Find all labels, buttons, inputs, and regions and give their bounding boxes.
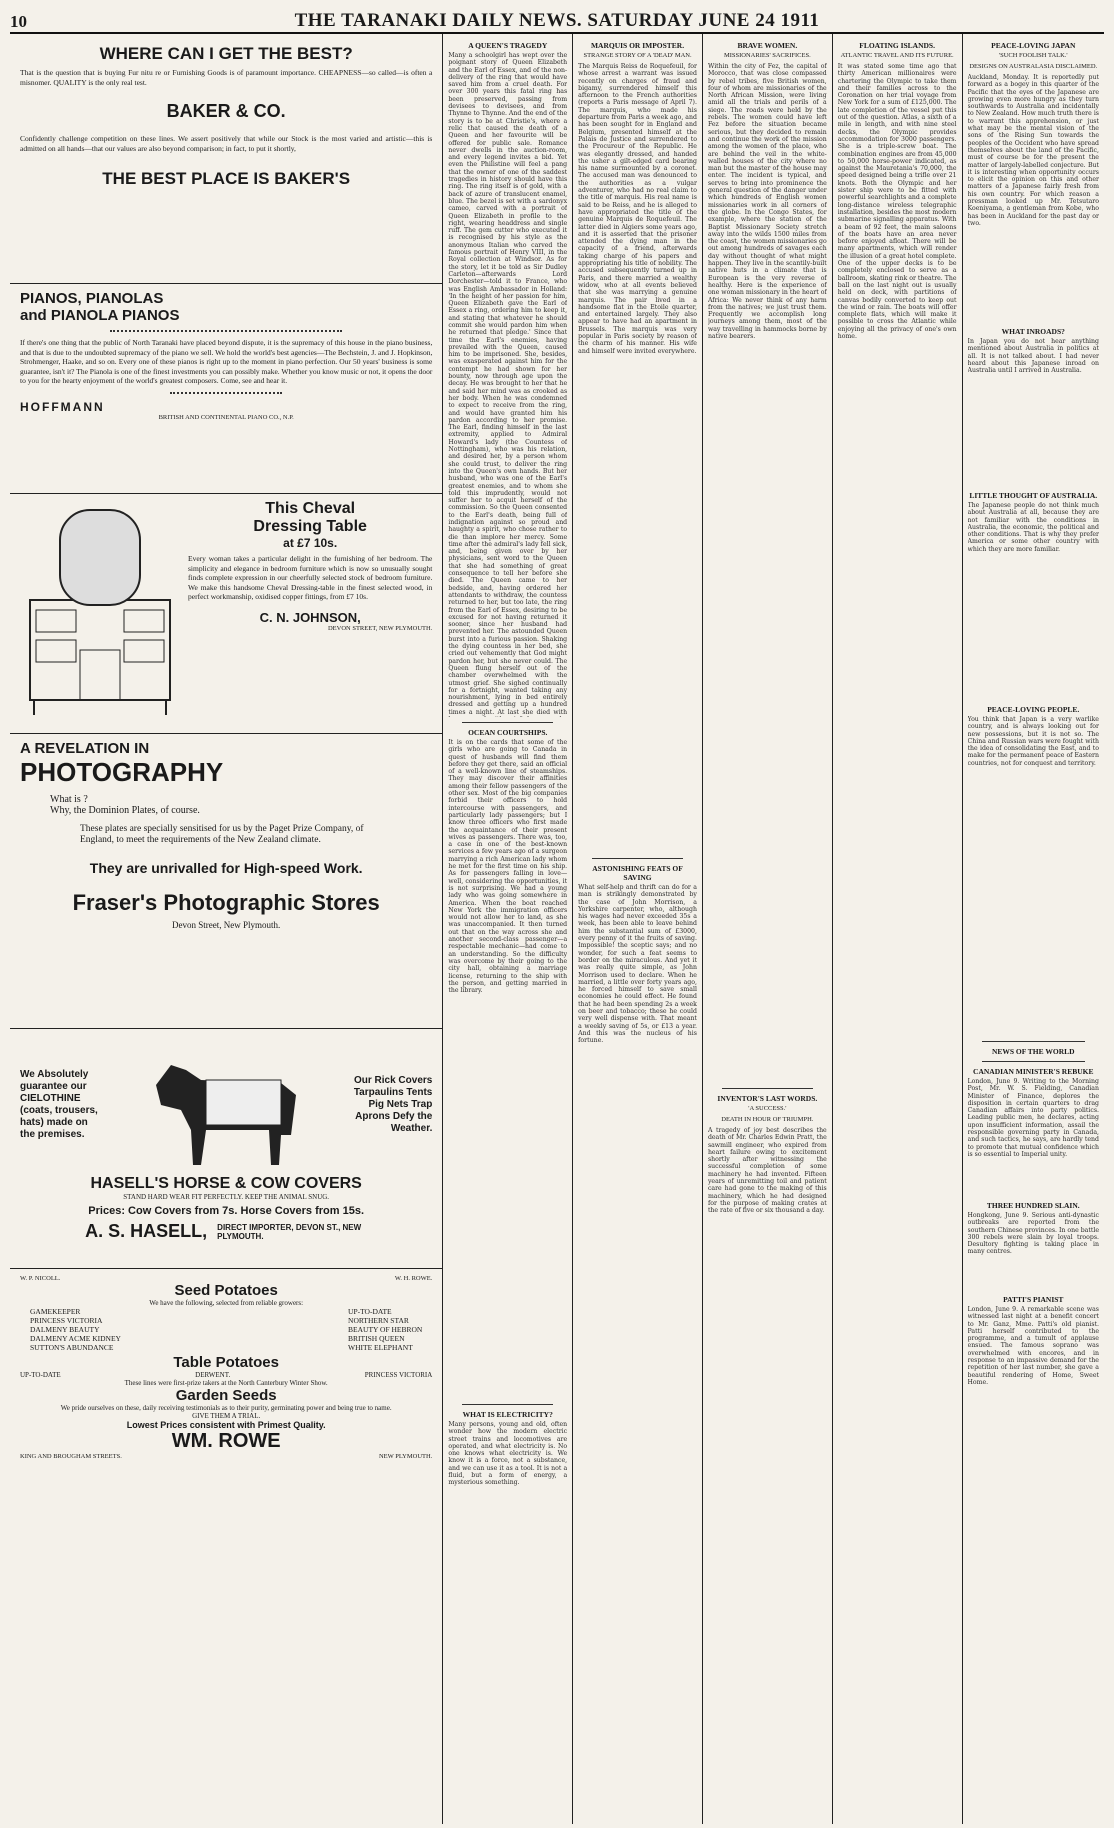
ad-firm-sub: BRITISH AND CONTINENTAL PIANO CO., N.P. <box>158 413 294 421</box>
news-column-5 <box>963 34 1104 1824</box>
dressing-table-illustration <box>20 500 180 725</box>
baker-ad <box>10 34 442 284</box>
divider <box>110 330 342 332</box>
article-body: Within the city of Fez, the capital of Morocco, that was close compassed by rebel tribes, five British women, four of whom are missionaries of the North African Mission, were living amid all the trials and perils of a siege. The roads were held by the rebels. The women could have left Fez before the situation became serious, but they decided to remain and continue the work of the mission among the women of the place, who are behind the veil in the white-walled houses of the city where no man but the master of the house may enter. The incident is typical, and serves to bring into prominence the general question of the danger under which hundreds of English women missionaries work in all corners of the globe. In the Congo States, for example, where the station of the Baptist Missionary Society stretch away into the wilds 1500 miles from the coast, the women missionaries go out among hundreds of savages each day without thought of what might happen. They live in the scantily-built native huts in a climate that is European is the very reverse of healthy. Here is the experience of one woman missionary in the heart of Africa: We never think of any harm from the natives; we just trust them. Frequently we accomplish long journeys among them, most of the way travelling in hammocks borne by native bearers. <box>707 63 827 340</box>
ad-address: Devon Street, New Plymouth. <box>172 920 281 930</box>
article-body: Many persons, young and old, often wonder how the modern electric street trains and locomotives are operated, and what electricity is. No one knows what electricity is. We know it is a force, not a substance, and we can use it as a tool. It is not a fluid, but a form of energy, a mysterious something. <box>448 1421 568 1487</box>
article-body: Many a schoolgirl has wept over the poignant story of Queen Elizabeth and the Earl of Essex, and of the non-delivery of the ring that would have saved him from a cruel death. For over 300 years this fatal ring has been preserved, passing from devisees to devisees, and from Thynne to Thynne. And the end of the story is to be at Christie's, where a relic that caused the death of a Queen and her favourite will be offered for public sale. Romance never dwells in the auction-room, and every legend invites a bid. Yet even the Philistine will feel a pang that the owner of one of the saddest tragedies in history should have this ring. The ring itself is of gold, with a back of azure of translucent enamel, blue. The bezel is set with a sardonyx cameo, carved with a portrait of Queen Elizabeth in profile to the right, wearing headdress and single ruff. The gem cutter who executed it is recognised by his style as the anonymous Italian who carved the famous portrait of Henry VIII, in the Royal collection at Windsor. As for the story, let it be told as Sir Dudley Carleton—afterwards Lord Dorchester—told it to France, who was English Ambassador in Holland: 'In the height of her passion for him, Queen Elizabeth gave the Earl of Essex a ring, ordering him to keep it, and stating that whatever he should commit she would pardon him when he returned that pledge.' Since that time the Earl's enemies, having prevailed with the Queen, caused him to be imprisoned. She, besides, was exasperated against him for the contempt he had shown for her bounty, now through age upon the decay. He was brought to her that he and said her mind was as crooked as her body. When he was condemned to expect to receive from the ring, and would have granted him his pardon according to her promise. The Earl, finding himself in the last extremity, applied to Admiral Howard's lady (the Countess of Nottingham), who was his relation, and desired her, by a person whom she could trust, to deliver the ring into the Queen's own hands. But her husband, who was one of the Earl's greatest enemies, and to whom she told this imprudently, would not suffer her to acquit herself of the commission. So the Queen consented to the Earl's death, being full of indignation against so proud and haughty a spirit, who chose rather to die than implore her mercy. Some time after the admiral's lady fell sick, and, being given over by her physicians, sent word to the Queen that she had something of great consequence to tell her before she died. The Queen came to her bedside, and, having ordered her attendants to withdraw, the countess returned to her, but too late, the ring from the Earl of Essex, desiring to be excused for not having returned it sooner, since her husband had prevented her. The astounded Queen burst into a furious passion. Shaking the dying countess in her bed, she cried out vehemently that God might pardon her, but she never could. The Queen flung herself out of the chamber overwhelmed with the utmost grief. She sighed continually for a fortnight, wanted taking any nourishment, lying in bed entirely dressed and getting up a hundred times a night. At last she died with <box>448 52 568 716</box>
newspaper-title: THE TARANAKI DAILY NEWS. SATURDAY JUNE 24 1911 <box>294 10 820 31</box>
rowe-ad <box>10 1269 442 1514</box>
potato-variety: UP-TO-DATE <box>348 1307 392 1316</box>
article-headline: FLOATING ISLANDS. <box>859 41 935 50</box>
article-headline: PATTI'S PIANIST <box>1003 1295 1064 1304</box>
fraser-ad <box>10 734 442 1029</box>
table-note: These lines were first-prize takers at the North Canterbury Winter Show. <box>124 1379 328 1387</box>
ad-sub: STAND HARD WEAR FIT PERFECTLY. KEEP THE ANIMAL SNUG. <box>123 1193 330 1201</box>
article-headline: PEACE-LOVING JAPAN <box>991 41 1076 50</box>
article-body: Hongkong, June 9. Serious anti-dynastic outbreaks are reported from the southern Chinese provinces. In one battle 300 rebels were slain by loyal troops. Desultory fighting is taking place in many centres. <box>967 1212 1099 1256</box>
ad-heading: Dressing Table <box>253 518 367 535</box>
ad-firm: C. N. JOHNSON, <box>259 609 361 625</box>
article-headline: A QUEEN'S TRAGEDY <box>468 41 548 50</box>
table-variety: UP-TO-DATE <box>20 1371 61 1379</box>
ad-heading: Seed Potatoes <box>174 1282 278 1299</box>
ad-tagline: THE BEST PLACE IS BAKER'S <box>102 169 351 188</box>
ad-heading: and PIANOLA PIANOS <box>20 307 180 324</box>
article-subhead: ATLANTIC TRAVEL AND ITS FUTURE. <box>840 52 954 59</box>
article-headline: MARQUIS OR IMPOSTER. <box>590 41 685 50</box>
ad-firm-right: DIRECT IMPORTER, DEVON ST., NEW PLYMOUTH. <box>217 1222 362 1241</box>
horse-cover-panel <box>20 1035 432 1175</box>
seeds-body: We pride ourselves on these, daily receiving testimonials as to their purity, germinating power and being true to name. <box>60 1404 392 1412</box>
ad-address: NEW PLYMOUTH. <box>378 1453 433 1460</box>
article-headline: INVENTOR'S LAST WORDS. <box>717 1094 818 1103</box>
ad-heading: PIANOS, PIANOLAS <box>20 290 164 307</box>
potato-variety: BEAUTY OF HEBRON <box>348 1325 423 1334</box>
article-headline: BRAVE WOMEN. <box>737 41 798 50</box>
article-headline: OCEAN COURTSHIPS. <box>468 728 548 737</box>
article-body: It is on the cards that some of the girls who are going to Canada in quest of husbands will find them before they get there, said an official of a well-known line of steamships. They may discover their affinities among their fellow passengers of the other sex. Most of the big companies forbid their officers to hold intercourse with passengers, and particularly lady passengers; but I know three officers who first made the acquaintance of their present wives as passengers. There was, too, a case in one of the best-known services a few years ago of a surgeon marrying a rich American lady whom he met for the first time on his ship. As for passengers falling in love—well, considering the opportunities, it is not surprising. We had a young lady who was going somewhere in America. When the boat reached New York the immigration officers would not allow her to land, as she was unaccompanied. It then turned out that on the way across she and another second-class passenger—a respectable mechanic—had come to an understanding. So the difficulty was overcome by their going to the city hall, obtaining a marriage license, returning to the ship with the person, and getting married in the library. <box>448 739 568 995</box>
news-column-2 <box>573 34 703 1824</box>
news-column-1 <box>443 34 573 1824</box>
ad-heading: HASELL'S HORSE & COW COVERS <box>90 1175 362 1192</box>
potato-variety: NORTHERN STAR <box>348 1316 409 1325</box>
article-subheadline: LITTLE THOUGHT OF AUSTRALIA. <box>969 491 1098 500</box>
lowest-prices: Lowest Prices consistent with Primest Quality. <box>126 1420 326 1430</box>
article-subhead: 'A SUCCESS.' <box>748 1105 787 1112</box>
ad-prices: Prices: Cow Covers from 7s. Horse Covers from 15s. <box>88 1205 365 1217</box>
masthead <box>10 6 1104 34</box>
ad-body: These plates are specially sensitised for us by the Paget Prize Company, of England, to meet the requirements of the New Zealand climate. <box>80 824 364 845</box>
hasell-ad <box>10 1029 442 1269</box>
ad-firm: Fraser's Photographic Stores <box>72 890 380 915</box>
article-subheadline: PEACE-LOVING PEOPLE. <box>987 705 1080 714</box>
ad-price: at £7 10s. <box>283 536 338 550</box>
article-body: London, June 9. Writing to the Morning Post, Mr. W. S. Fielding, Canadian Minister of Finance, deplores the disposition in certain quarters to drag Canadian affairs into party politics. Leading public men, he declares, acting upon insufficient information, assail the responsible governing party in Canada, and such tactics, he says, are hardly tend to promote that mutual confidence which is so essential to Imperial unity. <box>967 1078 1099 1158</box>
ad-heading: PHOTOGRAPHY <box>20 757 224 787</box>
article-body: London, June 9. A remarkable scene was witnessed last night at a benefit concert to Mr. Ganz, Mme. Patti's old pianist. Patti herself contributed to the programme, and a tumult of applause ensued. The famous soprano was overwhelmed with encores, and in response to an impassive demand for the repetition of her last number, she gave a beautiful rendering of Home, Sweet Home. <box>967 1306 1099 1386</box>
johnson-ad <box>10 494 442 734</box>
ad-slogan: They are unrivalled for High-speed Work. <box>89 860 363 876</box>
article-subhead: DEATH IN HOUR OF TRIUMPH. <box>721 1116 814 1123</box>
potato-variety: GAMEKEEPER <box>30 1307 81 1316</box>
page-number: 10 <box>10 12 27 31</box>
ad-firm: A. S. HASELL, <box>85 1221 208 1241</box>
article-headline: WHAT IS ELECTRICITY? <box>462 1410 553 1419</box>
ad-heading: This Cheval <box>265 500 356 517</box>
ad-firm: HOFFMANN <box>20 399 105 414</box>
news-column-4 <box>833 34 963 1824</box>
ad-name: W. H. ROWE. <box>394 1275 433 1282</box>
ad-body: That is the question that is buying Fur nitu re or Furnishing Goods is of paramount importance. CHEAPNESS—so called—is often a misnomer. QUALITY is the only real test. <box>20 68 433 87</box>
article-headline: ASTONISHING FEATS OF SAVING <box>592 864 683 882</box>
ad-answer: Why, the Dominion Plates, of course. <box>50 805 200 816</box>
potato-variety: DALMENY BEAUTY <box>30 1325 100 1334</box>
ad-name: W. P. NICOLL. <box>20 1275 61 1282</box>
article-body: It was stated some time ago that thirty American millionaires were chartering the Olympic to take them and their families across to the Coronation on her trial voyage from New York for a sum of £125,000. The late completion of the vessel put this out of the question. Atlas, a sixth of a mile in length, and with nine steel decks, the Olympic provides accommodation for 3000 passengers. She is a triple-screw boat. The combination engines are from 45,000 to 50,000 horse-power indicated, as against the Mauretania's 70,000, the speed designed being a trifle over 21 knots. Both the Olympic and her sister ship were to be fitted with powerful searchlights and a complete long-distance wireless telegraphic installation, besides the most modern submarine signalling apparatus. With a beam of 92 feet, the main saloons of the boats have an area never before enjoyed afloat. There will be many apartments, which will render the illusion of a great hotel complete. One of the upper decks is to be completely enclosed to serve as a ballroom, skating rink or theatre. The ball on the last night out is usually held on deck, with partitions of canvas bodily converted to keep out the wind or rain. The boats will offer complete flats, which will make it possible to cross the Atlantic while enjoying all the privacy of one's own home. <box>837 63 957 340</box>
article-body: In Japan you do not hear anything mentioned about Australia in politics at all. It is not talked about. I had never heard about this Japanese inroad on Australia until I arrived in Australia. <box>967 338 1099 375</box>
hoffmann-ad <box>10 284 442 494</box>
article-headline: CANADIAN MINISTER'S REBUKE <box>973 1067 1094 1076</box>
ad-firm: WM. ROWE <box>171 1430 281 1452</box>
potato-variety: PRINCESS VICTORIA <box>30 1316 103 1325</box>
article-subheadline: WHAT INROADS? <box>1001 327 1065 336</box>
ad-intro: We have the following, selected from reliable growers: <box>149 1299 304 1307</box>
article-headline: THREE HUNDRED SLAIN. <box>986 1201 1080 1210</box>
potato-variety: WHITE ELEPHANT <box>348 1343 413 1352</box>
article-subhead: 'SUCH FOOLISH TALK.' <box>998 52 1068 59</box>
news-column-3 <box>703 34 833 1824</box>
article-body: A tragedy of joy best describes the death of Mr. Charles Edwin Pratt, the sawmill engineer, who expired from heart failure owing to excitement shortly after witnessing the successful completion of some machinery he had invented. Fifteen years of unremitting toil and patient care had gone to the making of this machinery, which he had designed for the purpose of making crates at the rate of five or six thousand a day. <box>707 1127 827 1215</box>
article-body: The Japanese people do not think much about Australia at all, because they are not familiar with the conditions in Australia, the economic, the political and other conditions. That is why they prefer America or some other country with which they are more familiar. <box>967 502 1099 553</box>
ad-heading: A REVELATION IN <box>20 740 150 757</box>
ad-body: Every woman takes a particular delight in the furnishing of her bedroom. The simplicity and elegance in bedroom furniture which is now so unusually sought finds complete expression in our cheerfully selected stock of bedroom furniture. We make this handsome Cheval Dressing-table in the finest selected wood, in perfect workmanship, oxidised copper fittings, from £7 10s. <box>188 554 433 601</box>
ad-guarantee: We Absolutely guarantee our CIELOTHINE (coats, trousers, hats) made on the premises. <box>20 1069 98 1140</box>
potato-variety: BRITISH QUEEN <box>348 1334 405 1343</box>
advertisements-column <box>10 34 443 1824</box>
ad-address: DEVON STREET, NEW PLYMOUTH. <box>327 624 433 632</box>
ad-firm: BAKER & CO. <box>166 101 286 121</box>
horse-illustration <box>131 1035 321 1175</box>
varieties-left <box>30 1307 121 1352</box>
article-subhead: MISSIONARIES' SACRIFICES. <box>723 52 811 59</box>
give-trial: GIVE THEM A TRIAL. <box>192 1412 261 1420</box>
varieties-right <box>348 1307 422 1352</box>
article-body: Auckland, Monday. It is reportedly put forward as a bogey in this quarter of the Pacific that the eyes of the Japanese are growing even more hungry as they turn southwards to Australia and incidentally to New Zealand. How much truth there is to warrant this apprehension, or just what may be the mental vision of the sons of the Rising Sun towards the peoples of the Occident who have spread themselves about the land of the Pacific, must of course be for the present the matter of largely-labelled conjecture. But it is interesting when opportunity occurs to elicit the opinion on this and other matters of a Japanese fairly fresh from his own country. For which reason a pressman looked up Mr. Tetsutaro Koeniyama, a gentleman from Kobe, who has been in Auckland for the past day or two. <box>967 74 1099 227</box>
ad-heading: WHERE CAN I GET THE BEST? <box>99 44 353 63</box>
section-heading: NEWS OF THE WORLD <box>991 1047 1075 1056</box>
table-variety: DERWENT. <box>195 1371 231 1379</box>
article-subhead: STRANGE STORY OF A 'DEAD' MAN. <box>583 52 692 59</box>
article-body: The Marquis Reiss de Roquefeuil, for whose arrest a warrant was issued recently on charges of fraud and bigamy, surrendered himself this afternoon to the French authorities (reports a Paris message of April 7). The marquis, who made his departure from Paris a week ago, and has been sought for in England and Belgium, presented himself at the Palais de Justice and surrendered to the Procureur of the Republic. He was elegantly dressed, and handed the usher a gilt-edged card bearing his name surmounted by a coronet. The accused man was denounced to the authorities as a vulgar adventurer, who had no real claim to the title of marquis. His real name is said to be Reiss, and he is alleged to have appropriated the title of the genuine Marquis de Roquefeuil. The latter died in Algiers some years ago, and it is asserted that the prisoner attended the dying man in the capacity of a friend, afterwards taking charge of his papers and appropriating his title of nobility. The accused subsequently turned up in Paris, and there married a wealthy widow, who at all events believed that she was marrying a genuine marquis. The pair lived in a handsome flat in the Etoile quarter, and entertained largely. They also appear to have had an apartment in Brussels. The marquis was very popular in Paris society by reason of the charm of his manner. His wife and himself were invited everywhere. <box>578 63 697 355</box>
ad-question: What is ? <box>50 794 88 805</box>
ad-body: Confidently challenge competition on these lines. We assert positively that while our Stock is the most varied and artistic—this is admitted on all hands—that our values are also beyond comparison; in fact, to put it shortly, <box>20 134 433 153</box>
article-body: What self-help and thrift can do for a man is strikingly demonstrated by the case of John Morrison, a Yorkshire carpenter, who, although his wages had never exceeded 35s a week, has been able to leave behind him the substantial sum of £3000, every penny of it the fruits of saving. Impossible! the sceptic says; and no wonder, for such a feat seems to border on the miraculous. And yet it was really quite simple, as John Morrison used to declare. When he married, a little over forty years ago, he forced himself to save small economies he could effect. He found that he had been spending 2s a week on beer and tobacco; these he could very well dispense with. That meant a weekly saving of 5s, or £13 a year. And this was the nucleus of his fortune. <box>578 884 697 1045</box>
divider <box>170 392 282 394</box>
potato-variety: DALMENY ACME KIDNEY <box>30 1334 121 1343</box>
table-variety: PRINCESS VICTORIA <box>364 1371 433 1379</box>
ad-address: KING AND BROUGHAM STREETS. <box>20 1453 122 1460</box>
article-body: You think that Japan is a very warlike country, and is always looking out for new possessions, but it is not so. The China and Russian wars were fought with the idea of consolidating the East, and to make for the permanent peace of Eastern countries, not for conquest and territory. <box>967 716 1099 767</box>
potato-variety: SUTTON'S ABUNDANCE <box>30 1343 114 1352</box>
ad-body: If there's one thing that the public of North Taranaki have placed beyond dispute, it is the supremacy of this house in the piano business, and that is due to the undoubted supremacy of the piano we sell. We hold the world's best agencies—The Bechstein, J. and J. Hopkinson, Strohmenger, Haake, and so on. Every one of these pianos is right up to the moment in piano perfection. Our 50 years' business is some guarantee, isn't it? The Pianola is one of the finest investments you can possibly make. Whether you know music or not, it opens the door to you for the hearty enjoyment of the world's greatest composers. Come, see and hear it. <box>20 338 433 385</box>
article-subhead: DESIGNS ON AUSTRALASIA DISCLAIMED. <box>969 63 1098 70</box>
ad-heading: Table Potatoes <box>173 1354 279 1371</box>
ad-covers: Our Rick Covers Tarpaulins Tents Pig Nets Trap Aprons Defy the Weather. <box>353 1075 433 1134</box>
ad-heading: Garden Seeds <box>175 1387 277 1404</box>
